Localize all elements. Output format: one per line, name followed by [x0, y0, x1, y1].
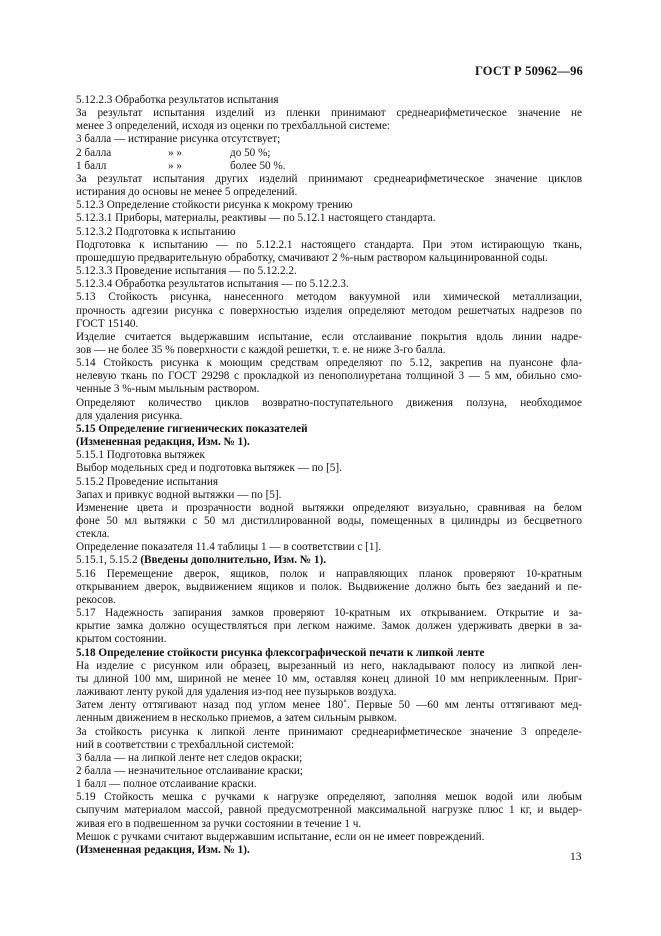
text-line: За результат испытания изделий из пленки принимают среднеарифметическое значение не	[76, 107, 582, 120]
text-line: рекосов.	[76, 593, 116, 606]
text-line: 5.14 Стойкость рисунка к моющим средствам определяют по 5.12, закрепив на пуансоне фла-	[76, 357, 582, 370]
text-line: Подготовка к испытанию — по 5.12.2.1 настоящего стандарта. При этом истирающую ткань,	[76, 238, 582, 251]
text-line: 3 балла — на липкой ленте нет следов окраски;	[76, 751, 303, 764]
text-line: стекла.	[76, 528, 110, 541]
text-line: зов — не более 35 % поверхности с каждой решетки, т. е. не ниже 3-го балла.	[76, 343, 446, 356]
text-line: Определяют количество циклов возвратно-поступательного движения ползуна, необходимое	[76, 396, 582, 409]
text-line: ГОСТ 15140.	[76, 317, 139, 330]
score-cell: более 50 %.	[230, 159, 286, 172]
text-line: (Измененная редакция, Изм. № 1).	[76, 436, 250, 449]
text-line: 5.15.1, 5.15.2 (Введены дополнительно, Изм. № 1).	[76, 554, 326, 567]
text-line: 5.12.3.1 Приборы, материалы, реактивы — по 5.12.1 настоящего стандарта.	[76, 212, 436, 225]
text-line: ты длиной 100 мм, шириной не менее 10 мм, оставляя конец длиной 10 мм неприклеенным. Приг-	[76, 672, 582, 685]
text-line: лаживают ленту рукой для удаления из-под нее пузырьков воздуха.	[76, 686, 397, 699]
score-cell: 2 балла	[76, 146, 112, 159]
text-line: 5.12.2.3 Обработка результатов испытания	[76, 94, 279, 106]
text-line: Изменение цвета и прозрачности водной вытяжки определяют визуально, сравнивая на белом	[76, 501, 582, 514]
text-line: фоне 50 мл вытяжки с 50 мл дистиллированной воды, помещенных в цилиндры из бесцветного	[76, 515, 582, 527]
score-cell: » »	[168, 159, 182, 172]
text-line: нелевую ткань по ГОСТ 29298 с прокладкой из пенополиуретана толщиной 3 — 5 мм, обильно смо-	[76, 370, 582, 383]
text-line: За результат испытания других изделий принимают среднеарифметическое значение циклов	[76, 172, 582, 185]
text-line: 5.18 Определение стойкости рисунка флексографической печати к липкой ленте	[76, 646, 485, 659]
text-line: крытие замка должно осуществляться при легком нажиме. Замок должен удерживать дверки в за-	[76, 620, 582, 633]
standard-header: ГОСТ Р 50962—96	[474, 64, 583, 78]
text-line: Запах и привкус водной вытяжки — по [5].	[76, 488, 282, 501]
text-line: истирания до основы не менее 5 определений.	[76, 186, 298, 199]
text-line: Выбор модельных сред и подготовка вытяжек — по [5].	[76, 462, 342, 475]
text-line: Определение показателя 11.4 таблицы 1 — в соответствии с [1].	[76, 541, 382, 554]
text-line: 5.12.3.2 Подготовка к испытанию	[76, 225, 236, 238]
text-line: 5.15.1 Подготовка вытяжек	[76, 449, 205, 462]
text-line: сыпучим материалом массой, равной предусмотренной максимальной нагрузке плюс 1 кг, и выдер-	[76, 804, 582, 817]
text-line: (Измененная редакция, Изм. № 1).	[76, 843, 250, 856]
score-cell: » »	[168, 146, 182, 159]
text-line: менее 3 определений, исходя из оценки по трехбалльной системе:	[76, 120, 391, 133]
score-row	[76, 147, 582, 160]
text-line: 5.15 Определение гигиенических показателей	[76, 422, 308, 435]
text-line: 5.12.3 Определение стойкости рисунка к мокрому трению	[76, 199, 353, 212]
document-body	[76, 94, 582, 857]
text-line: живая его в подвешенном за ручки состоянии в течение 1 ч.	[76, 817, 362, 830]
text-line: открыванием дверок, выдвижением ящиков и полок. Выдвижение должно быть без заеданий и пе-	[76, 580, 582, 593]
text-line: 5.17 Надежность запирания замков проверяют 10-кратным их открыванием. Открытие и за-	[76, 607, 582, 620]
text-line: 5.12.3.3 Проведение испытания — по 5.12.2.2.	[76, 265, 297, 278]
text-line: 1 балл — полное отслаивание краски.	[76, 778, 257, 791]
score-cell: до 50 %;	[230, 146, 271, 159]
score-row	[76, 160, 582, 173]
text-line: 5.16 Перемещение дверок, ящиков, полок и направляющих планок проверяют 10-кратным	[76, 567, 582, 580]
text-line: На изделие с рисунком или образец, вырезанный из него, накладывают полосу из липкой лен-	[76, 659, 582, 672]
text-line: 3 балла — истирание рисунка отсутствует;	[76, 133, 281, 146]
text-line: Изделие считается выдержавшим испытание, если отслаивание покрытия вдоль линии надре-	[76, 330, 582, 343]
text-line: ний в соответствии с трехбалльной системой:	[76, 738, 295, 751]
score-cell: 1 балл	[76, 159, 107, 172]
text-line: 5.19 Стойкость мешка с ручками к нагрузке определяют, заполняя мешок водой или любым	[76, 791, 582, 804]
text-line: ленным движением в несколько приемов, а затем сильным рывком.	[76, 712, 397, 725]
text-line: 5.13 Стойкость рисунка, нанесенного методом вакуумной или химической металлизации,	[76, 291, 582, 304]
text-line: прочность адгезии рисунка с поверхностью изделия определяют методом решетчатых надрезов по	[76, 304, 582, 317]
page-number: 13	[570, 851, 582, 863]
text-line: За стойкость рисунка к липкой ленте принимают среднеарифметическое значение 3 определе-	[76, 725, 582, 738]
text-line: для удаления рисунка.	[76, 409, 183, 422]
text-line: ченные 3 %-ным мыльным раствором.	[76, 383, 260, 396]
text-line: 5.12.3.4 Обработка результатов испытания — по 5.12.2.3.	[76, 278, 349, 291]
text-line: Затем ленту оттягивают назад под углом менее 180˚. Первые 50 —60 мм ленты оттягивают мед-	[76, 699, 582, 712]
text-line: 2 балла — незначительное отслаивание краски;	[76, 764, 304, 777]
text-line: прошедшую предварительную обработку, смачивают 2 %-ным раствором кальцинированной соды.	[76, 251, 548, 264]
text-line: 5.15.2 Проведение испытания	[76, 475, 219, 488]
text-line: Мешок с ручками считают выдержавшим испытание, если он не имеет повреждений.	[76, 830, 485, 843]
text-line: крытом состоянии.	[76, 633, 167, 646]
